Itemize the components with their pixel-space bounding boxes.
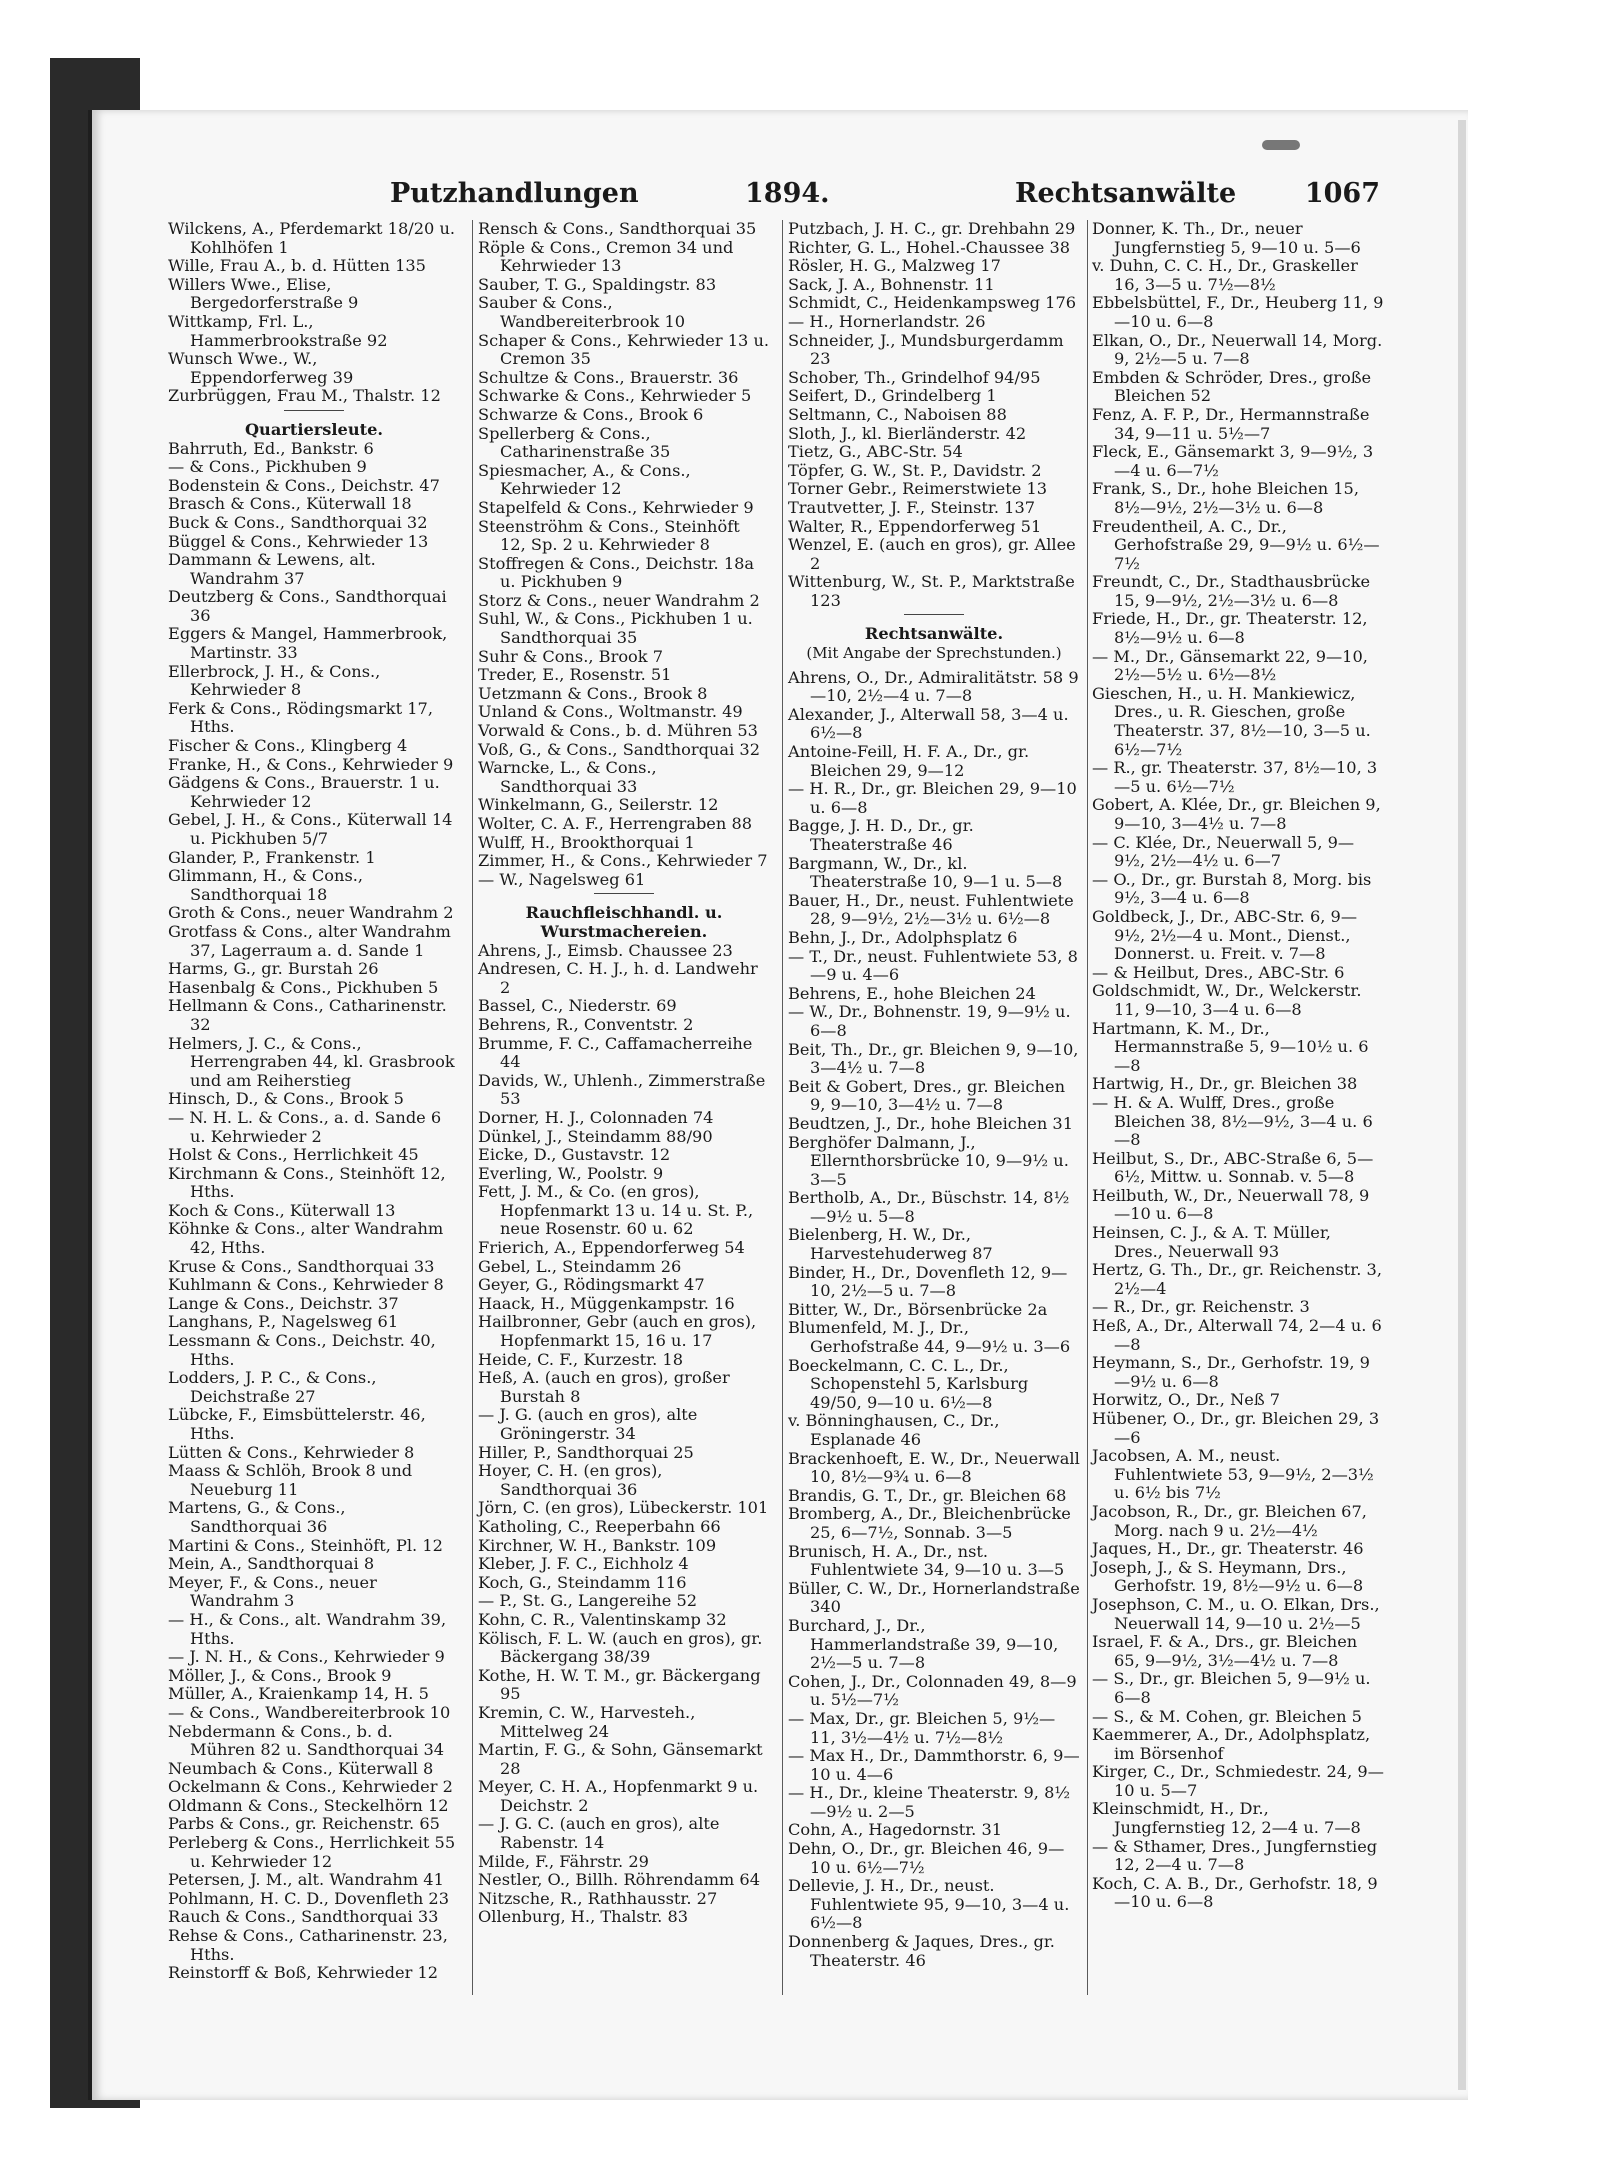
- directory-entry: Glander, P., Frankenstr. 1: [168, 847, 376, 867]
- directory-entry: Burchard, J., Dr., Hammerlandstraße 39, 9—10, 2½—5 u. 7—8: [788, 1615, 1059, 1673]
- directory-entry: Reinstorff & Boß, Kehrwieder 12: [168, 1963, 439, 1983]
- directory-entry: Dellevie, J. H., Dr., neust. Fuhlentwiete 95, 9—10, 3—4 u. 6½—8: [788, 1876, 1070, 1933]
- directory-entry: Kremin, C. W., Harvesteh., Mittelweg 24: [478, 1702, 696, 1741]
- directory-entry: Willers Wwe., Elise, Bergedorferstraße 9: [168, 274, 359, 313]
- directory-entry: Brumme, F. C., Caffamacherreihe 44: [478, 1033, 753, 1072]
- directory-entry: — W., Nagelsweg 61: [478, 869, 646, 889]
- directory-entry: Goldschmidt, W., Dr., Welckerstr. 11, 9—10, 3—4 u. 6—8: [1092, 981, 1362, 1019]
- directory-entry: Joseph, J., & S. Heymann, Drs., Gerhofstr. 19, 8½—9½ u. 6—8: [1092, 1557, 1364, 1596]
- directory-entry: Bargmann, W., Dr., kl. Theaterstraße 10, 9—1 u. 5—8: [788, 853, 1063, 892]
- directory-entry: Perleberg & Cons., Herrlichkeit 55 u. Kehrwieder 12: [168, 1833, 456, 1871]
- directory-entry: Ahrens, O., Dr., Admiralitätstr. 58 9—10, 2½—4 u. 7—8: [788, 667, 1079, 706]
- section-heading: Rechtsanwälte.: [864, 624, 1004, 644]
- directory-entry: Deutzberg & Cons., Sandthorquai 36: [168, 587, 447, 625]
- directory-entry: Wittenburg, W., St. P., Marktstraße 123: [788, 572, 1075, 610]
- directory-entry: — M., Dr., Gänsemarkt 22, 9—10, 2½—5½ u. 6½—8½: [1092, 646, 1368, 685]
- directory-entry: — & Cons., Wandbereiterbrook 10: [168, 1702, 451, 1722]
- directory-entry: Glimmann, H., & Cons., Sandthorquai 18: [168, 866, 364, 904]
- directory-entry: Büggel & Cons., Kehrwieder 13: [168, 531, 429, 551]
- directory-entry: Schwarze & Cons., Brook 6: [478, 404, 704, 424]
- directory-entry: — R., gr. Theaterstr. 37, 8½—10, 3—5 u. 6½—7½: [1092, 758, 1378, 796]
- directory-entry: Behrens, R., Conventstr. 2: [478, 1014, 694, 1034]
- directory-entry: Voß, G., & Cons., Sandthorquai 32: [478, 739, 760, 759]
- directory-entry: Kuhlmann & Cons., Kehrwieder 8: [168, 1275, 444, 1295]
- directory-entry: — P., St. G., Langereihe 52: [478, 1591, 698, 1611]
- directory-entry: Meyer, F., & Cons., neuer Wandrahm 3: [168, 1572, 377, 1611]
- directory-entry: Bodenstein & Cons., Deichstr. 47: [168, 475, 440, 495]
- directory-entry: Dammann & Lewens, alt. Wandrahm 37: [168, 550, 376, 588]
- directory-entry: Haack, H., Müggenkampstr. 16: [478, 1293, 735, 1313]
- directory-entry: Schaper & Cons., Kehrwieder 13 u. Cremon 35: [478, 330, 770, 369]
- directory-entry: — C. Klée, Dr., Neuerwall 5, 9—9½, 2½—4½ u. 6—7: [1092, 832, 1355, 871]
- directory-entry: — & Heilbut, Dres., ABC-Str. 6: [1092, 962, 1345, 982]
- directory-entry: Beudtzen, J., Dr., hohe Bleichen 31: [788, 1113, 1074, 1133]
- directory-entry: v. Bönninghausen, C., Dr., Esplanade 46: [788, 1411, 1000, 1449]
- section-separator: [594, 893, 654, 894]
- directory-entry: Jaques, H., Dr., gr. Theaterstr. 46: [1092, 1539, 1364, 1559]
- directory-entry: Freudentheil, A. C., Dr., Gerhofstraße 29, 9—9½ u. 6½—7½: [1092, 516, 1380, 573]
- entry-list: [478, 942, 770, 1927]
- directory-entry: Lodders, J. P. C., & Cons., Deichstraße 27: [168, 1368, 377, 1406]
- directory-entry: Wittkamp, Frl. L., Hammerbrookstraße 92: [168, 311, 388, 350]
- directory-entry: Gebel, L., Steindamm 26: [478, 1256, 682, 1276]
- directory-entry: Warncke, L., & Cons., Sandthorquai 33: [478, 758, 657, 796]
- header-left-title: Putzhandlungen: [390, 178, 639, 209]
- directory-entry: Bertholb, A., Dr., Büschstr. 14, 8½—9½ u. 5—8: [788, 1188, 1070, 1226]
- directory-entry: Lütten & Cons., Kehrwieder 8: [168, 1442, 415, 1462]
- directory-entry: Brunisch, H. A., Dr., nst. Fuhlentwiete 34, 9—10 u. 3—5: [788, 1541, 1065, 1580]
- directory-entry: Schwarke & Cons., Kehrwieder 5: [478, 386, 752, 406]
- column-divider: [782, 220, 783, 1995]
- directory-entry: — S., Dr., gr. Bleichen 5, 9—9½ u. 6—8: [1092, 1669, 1371, 1707]
- column-divider: [1087, 220, 1088, 1995]
- directory-entry: Gieschen, H., u. H. Mankiewicz, Dres., u. R. Gieschen, große Theaterstr. 37, 8½—10, 3—5 u. 6½—7½: [1092, 683, 1371, 759]
- directory-entry: Putzbach, J. H. C., gr. Drehbahn 29: [788, 219, 1076, 238]
- directory-entry: Vorwald & Cons., b. d. Mühren 53: [478, 721, 758, 741]
- directory-entry: Oldmann & Cons., Steckelhörn 12: [168, 1795, 449, 1815]
- directory-entry: Heinsen, C. J., & A. T. Müller, Dres., Neuerwall 93: [1092, 1223, 1331, 1261]
- directory-entry: Nestler, O., Billh. Röhrendamm 64: [478, 1870, 761, 1890]
- directory-entry: Büller, C. W., Dr., Hornerlandstraße 340: [788, 1578, 1080, 1617]
- directory-entry: Röple & Cons., Cremon 34 und Kehrwieder 13: [478, 237, 734, 276]
- directory-entry: Franke, H., & Cons., Kehrwieder 9: [168, 754, 454, 774]
- directory-entry: Dünkel, J., Steindamm 88/90: [478, 1126, 713, 1146]
- directory-entry: Beit & Gobert, Dres., gr. Bleichen 9, 9—10, 3—4½ u. 7—8: [788, 1076, 1065, 1115]
- directory-entry: Elkan, O., Dr., Neuerwall 14, Morg. 9, 2½—5 u. 7—8: [1092, 330, 1383, 369]
- directory-entry: Buck & Cons., Sandthorquai 32: [168, 512, 428, 532]
- directory-entry: Hertz, G. Th., Dr., gr. Reichenstr. 3, 2½—4: [1092, 1260, 1382, 1298]
- directory-entry: Dorner, H. J., Colonnaden 74: [478, 1107, 714, 1127]
- directory-entry: Lübcke, F., Eimsbüttelerstr. 46, Hths.: [168, 1405, 426, 1443]
- directory-entry: Hübener, O., Dr., gr. Bleichen 29, 3—6: [1092, 1409, 1380, 1447]
- directory-entry: Möller, J., & Cons., Brook 9: [168, 1665, 392, 1685]
- directory-entry: Ellerbrock, J. H., & Cons., Kehrwieder 8: [168, 661, 381, 700]
- directory-entry: Bassel, C., Niederstr. 69: [478, 996, 677, 1016]
- directory-entry: Brandis, G. T., Dr., gr. Bleichen 68: [788, 1485, 1067, 1505]
- directory-entry: Kirchner, W. H., Bankstr. 109: [478, 1535, 717, 1555]
- directory-entry: Nitzsche, R., Rathhausstr. 27: [478, 1888, 718, 1908]
- directory-entry: Behn, J., Dr., Adolphsplatz 6: [788, 927, 1018, 947]
- directory-entry: — Max, Dr., gr. Bleichen 5, 9½—11, 3½—4½ u. 7½—8½: [788, 1708, 1056, 1747]
- entry-list: [788, 669, 1080, 1971]
- directory-entry: Wille, Frau A., b. d. Hütten 135: [168, 256, 426, 276]
- header-year: 1894.: [745, 178, 830, 209]
- directory-entry: — Max H., Dr., Dammthorstr. 6, 9—10 u. 4—6: [788, 1746, 1080, 1784]
- directory-entry: Heide, C. F., Kurzestr. 18: [478, 1349, 684, 1369]
- directory-entry: Katholing, C., Reeperbahn 66: [478, 1516, 721, 1536]
- directory-entry: — R., Dr., gr. Reichenstr. 3: [1092, 1297, 1310, 1317]
- directory-entry: — H. & A. Wulff, Dres., große Bleichen 38, 8½—9½, 3—4 u. 6—8: [1092, 1092, 1373, 1150]
- directory-entry: Kirger, C., Dr., Schmiedestr. 24, 9—10 u. 5—7: [1092, 1762, 1384, 1800]
- directory-entry: Ollenburg, H., Thalstr. 83: [478, 1907, 689, 1927]
- directory-entry: Koch, G., Steindamm 116: [478, 1572, 687, 1592]
- directory-entry: Lange & Cons., Deichstr. 37: [168, 1293, 399, 1313]
- section-heading: Rauchfleischhandl. u. Wurstmachereien.: [525, 903, 723, 941]
- directory-entry: Zimmer, H., & Cons., Kehrwieder 7: [478, 851, 768, 871]
- directory-entry: Behrens, E., hohe Bleichen 24: [788, 983, 1036, 1003]
- directory-entry: Jacobsen, A. M., neust. Fuhlentwiete 53, 9—9½, 2—3½ u. 6½ bis 7½: [1092, 1446, 1374, 1503]
- entry-list: [168, 440, 460, 1983]
- directory-entry: v. Duhn, C. C. H., Dr., Graskeller 16, 3—5 u. 7½—8½: [1092, 256, 1358, 294]
- directory-entry: Jörn, C. (en gros), Lübeckerstr. 101: [478, 1498, 769, 1518]
- column-1: [168, 220, 460, 1983]
- directory-entry: Rensch & Cons., Sandthorquai 35: [478, 219, 757, 238]
- directory-entry: Wenzel, E. (auch en gros), gr. Allee 2: [788, 535, 1076, 573]
- directory-entry: Lessmann & Cons., Deichstr. 40, Hths.: [168, 1331, 436, 1369]
- ink-mark: [1262, 140, 1300, 150]
- directory-entry: Israel, F. & A., Drs., gr. Bleichen 65, 9—9½, 3½—4½ u. 7—8: [1092, 1632, 1358, 1670]
- column-2: [478, 220, 770, 1927]
- directory-entry: Donner, K. Th., Dr., neuer Jungfernstieg 5, 9—10 u. 5—6: [1092, 219, 1361, 257]
- directory-entry: Köhnke & Cons., alter Wandrahm 42, Hths.: [168, 1219, 444, 1258]
- directory-entry: Wolter, C. A. F., Herrengraben 88: [478, 814, 753, 833]
- section-separator: [904, 614, 964, 615]
- directory-entry: Kölisch, F. L. W. (auch en gros), gr. Bäckergang 38/39: [478, 1628, 763, 1667]
- directory-entry: — S., & M. Cohen, gr. Bleichen 5: [1092, 1706, 1362, 1726]
- directory-entry: Kleinschmidt, H., Dr., Jungfernstieg 12, 2—4 u. 7—8: [1092, 1799, 1361, 1838]
- page-number: 1067: [1304, 178, 1380, 209]
- directory-entry: Storz & Cons., neuer Wandrahm 2: [478, 590, 760, 610]
- directory-entry: Suhr & Cons., Brook 7: [478, 646, 664, 666]
- directory-entry: Müller, A., Kraienkamp 14, H. 5: [168, 1684, 429, 1704]
- directory-entry: Stoffregen & Cons., Deichstr. 18a u. Pickhuben 9: [478, 553, 755, 592]
- directory-entry: Fenz, A. F. P., Dr., Hermannstraße 34, 9—11 u. 5½—7: [1092, 404, 1370, 443]
- directory-entry: Berghöfer Dalmann, J., Ellernthorsbrücke 10, 9—9½ u. 3—5: [788, 1132, 1069, 1189]
- directory-entry: Suhl, W., & Cons., Pickhuben 1 u. Sandthorquai 35: [478, 609, 753, 648]
- directory-entry: — & Cons., Pickhuben 9: [168, 457, 367, 477]
- directory-entry: — H., & Cons., alt. Wandrahm 39, Hths.: [168, 1609, 447, 1648]
- directory-entry: Rauch & Cons., Sandthorquai 33: [168, 1907, 439, 1927]
- directory-entry: — J. N. H., & Cons., Kehrwieder 9: [168, 1647, 445, 1667]
- directory-entry: Gädgens & Cons., Brauerstr. 1 u. Kehrwieder 12: [168, 773, 440, 811]
- directory-entry: Hartwig, H., Dr., gr. Bleichen 38: [1092, 1074, 1358, 1094]
- directory-entry: Heymann, S., Dr., Gerhofstr. 19, 9—9½ u. 6—8: [1092, 1353, 1370, 1391]
- directory-entry: Heilbuth, W., Dr., Neuerwall 78, 9—10 u. 6—8: [1092, 1185, 1370, 1224]
- directory-entry: Helmers, J. C., & Cons., Herrengraben 44, kl. Grasbrook und am Reiherstieg: [168, 1033, 455, 1090]
- page-edge: [1458, 120, 1466, 2090]
- directory-entry: Seltmann, C., Naboisen 88: [788, 404, 1007, 424]
- directory-entry: Fischer & Cons., Klingberg 4: [168, 736, 408, 756]
- directory-entry: Milde, F., Fährstr. 29: [478, 1851, 649, 1871]
- directory-entry: — O., Dr., gr. Burstah 8, Morg. bis 9½, 3—4 u. 6—8: [1092, 869, 1372, 908]
- directory-entry: Wunsch Wwe., W., Eppendorferweg 39: [168, 349, 354, 387]
- directory-entry: Langhans, P., Nagelsweg 61: [168, 1312, 399, 1332]
- directory-entry: Heß, A. (auch en gros), großer Burstah 8: [478, 1368, 730, 1406]
- directory-entry: Ferk & Cons., Rödingsmarkt 17, Hths.: [168, 698, 433, 737]
- directory-entry: Kruse & Cons., Sandthorquai 33: [168, 1256, 435, 1276]
- directory-entry: — T., Dr., neust. Fuhlentwiete 53, 8—9 u. 4—6: [788, 946, 1078, 985]
- directory-entry: Schultze & Cons., Brauerstr. 36: [478, 367, 739, 387]
- directory-entry: Friede, H., Dr., gr. Theaterstr. 12, 8½—9½ u. 6—8: [1092, 609, 1368, 648]
- directory-entry: Hiller, P., Sandthorquai 25: [478, 1442, 694, 1462]
- directory-entry: Wulff, H., Brookthorquai 1: [478, 832, 695, 852]
- page-header: [165, 172, 1380, 212]
- entry-list: [168, 220, 460, 406]
- directory-entry: Groth & Cons., neuer Wandrahm 2: [168, 903, 454, 923]
- section-heading: Quartiersleute.: [244, 419, 384, 439]
- directory-entry: Davids, W., Uhlenh., Zimmerstraße 53: [478, 1070, 766, 1109]
- directory-entry: Richter, G. L., Hohel.-Chaussee 38: [788, 237, 1071, 257]
- directory-entry: Ebbelsbüttel, F., Dr., Heuberg 11, 9—10 u. 6—8: [1092, 293, 1384, 331]
- directory-entry: Gebel, J. H., & Cons., Küterwall 14 u. Pickhuben 5/7: [168, 810, 453, 848]
- directory-entry: Holst & Cons., Herrlichkeit 45: [168, 1145, 419, 1165]
- directory-entry: Steenströhm & Cons., Steinhöft 12, Sp. 2 u. Kehrwieder 8: [478, 516, 740, 555]
- directory-entry: Hellmann & Cons., Catharinenstr. 32: [168, 996, 447, 1034]
- directory-entry: Rösler, H. G., Malzweg 17: [788, 256, 1001, 276]
- directory-entry: Mein, A., Sandthorquai 8: [168, 1554, 375, 1574]
- directory-entry: Töpfer, G. W., St. P., Davidstr. 2: [788, 460, 1042, 480]
- directory-entry: Walter, R., Eppendorferweg 51: [788, 516, 1042, 536]
- directory-entry: Schmidt, C., Heidenkampsweg 176: [788, 293, 1077, 313]
- column-divider: [472, 220, 473, 1995]
- directory-entry: Hartmann, K. M., Dr., Hermannstraße 5, 9—10½ u. 6—8: [1092, 1018, 1369, 1075]
- directory-entry: Boeckelmann, C. C. L., Dr., Schopenstehl 5, Karlsburg 49/50, 9—10 u. 6½—8: [788, 1355, 1029, 1412]
- directory-entry: Eicke, D., Gustavstr. 12: [478, 1145, 671, 1165]
- directory-entry: Geyer, G., Rödingsmarkt 47: [478, 1275, 705, 1295]
- entry-list: [788, 220, 1080, 610]
- directory-entry: Unland & Cons., Woltmanstr. 49: [478, 702, 743, 722]
- directory-entry: Martens, G., & Cons., Sandthorquai 36: [168, 1498, 346, 1536]
- directory-entry: Hinsch, D., & Cons., Brook 5: [168, 1089, 404, 1109]
- directory-entry: Parbs & Cons., gr. Reichenstr. 65: [168, 1814, 440, 1834]
- directory-entry: Trautvetter, J. F., Steinstr. 137: [788, 497, 1036, 517]
- directory-entry: — H., Hornerlandstr. 26: [788, 311, 986, 331]
- directory-entry: Fett, J. M., & Co. (en gros), Hopfenmarkt 13 u. 14 u. St. P., neue Rosenstr. 60 u. 62: [478, 1182, 754, 1239]
- directory-entry: Ahrens, J., Eimsb. Chaussee 23: [478, 940, 733, 960]
- directory-entry: Meyer, C. H. A., Hopfenmarkt 9 u. Deichstr. 2: [478, 1777, 759, 1815]
- directory-entry: — W., Dr., Bohnenstr. 19, 9—9½ u. 6—8: [788, 1002, 1071, 1040]
- directory-entry: Treder, E., Rosenstr. 51: [478, 665, 672, 685]
- directory-entry: Frank, S., Dr., hohe Bleichen 15, 8½—9½, 2½—3½ u. 6—8: [1092, 479, 1360, 517]
- directory-entry: Bahrruth, Ed., Bankstr. 6: [168, 438, 374, 458]
- directory-entry: Sack, J. A., Bohnenstr. 11: [788, 274, 995, 294]
- directory-entry: Sloth, J., kl. Bierländerstr. 42: [788, 423, 1027, 443]
- directory-entry: Wilckens, A., Pferdemarkt 18/20 u. Kohlhöfen 1: [168, 219, 456, 257]
- directory-entry: — & Sthamer, Dres., Jungfernstieg 12, 2—4 u. 7—8: [1092, 1836, 1378, 1875]
- directory-entry: Grotfass & Cons., alter Wandrahm 37, Lagerraum a. d. Sande 1: [168, 921, 451, 960]
- directory-entry: Neumbach & Cons., Küterwall 8: [168, 1758, 434, 1778]
- directory-entry: Everling, W., Poolstr. 9: [478, 1163, 664, 1183]
- directory-entry: Bromberg, A., Dr., Bleichenbrücke 25, 6—7½, Sonnab. 3—5: [788, 1504, 1071, 1542]
- directory-entry: Blumenfeld, M. J., Dr., Gerhofstraße 44, 9—9½ u. 3—6: [788, 1318, 1071, 1357]
- section-subheading: (Mit Angabe der Sprechstunden.): [806, 644, 1062, 663]
- directory-entry: — H. R., Dr., gr. Bleichen 29, 9—10 u. 6—8: [788, 779, 1077, 817]
- directory-entry: Binder, H., Dr., Dovenfleth 12, 9—10, 2½—5 u. 7—8: [788, 1262, 1068, 1301]
- directory-entry: — H., Dr., kleine Theaterstr. 9, 8½—9½ u. 2—5: [788, 1783, 1071, 1821]
- directory-entry: Horwitz, O., Dr., Neß 7: [1092, 1390, 1281, 1410]
- directory-entry: Hasenbalg & Cons., Pickhuben 5: [168, 977, 439, 997]
- directory-entry: Tietz, G., ABC-Str. 54: [788, 442, 963, 462]
- directory-entry: Maass & Schlöh, Brook 8 und Neueburg 11: [168, 1461, 413, 1499]
- directory-entry: Alexander, J., Alterwall 58, 3—4 u. 6½—8: [788, 704, 1069, 743]
- directory-entry: Gobert, A. Klée, Dr., gr. Bleichen 9, 9—10, 3—4½ u. 7—8: [1092, 795, 1381, 833]
- directory-entry: Spellerberg & Cons., Catharinenstraße 35: [478, 423, 671, 462]
- directory-entry: Uetzmann & Cons., Brook 8: [478, 683, 708, 703]
- directory-entry: — J. G. C. (auch en gros), alte Rabenstr. 14: [478, 1814, 720, 1853]
- directory-entry: Winkelmann, G., Seilerstr. 12: [478, 795, 719, 815]
- directory-entry: — J. G. (auch en gros), alte Gröningerstr. 34: [478, 1405, 698, 1443]
- directory-entry: Petersen, J. M., alt. Wandrahm 41: [168, 1870, 444, 1890]
- column-4: [1092, 220, 1384, 1912]
- directory-entry: Sauber, T. G., Spaldingstr. 83: [478, 274, 717, 294]
- directory-entry: Kohn, C. R., Valentinskamp 32: [478, 1609, 727, 1629]
- directory-entry: Nebdermann & Cons., b. d. Mühren 82 u. Sandthorquai 34: [168, 1721, 445, 1760]
- directory-entry: Koch, C. A. B., Dr., Gerhofstr. 18, 9—10 u. 6—8: [1092, 1873, 1378, 1912]
- directory-entry: Hailbronner, Gebr (auch en gros), Hopfenmarkt 15, 16 u. 17: [478, 1312, 757, 1351]
- directory-entry: Torner Gebr., Reimerstwiete 13: [788, 479, 1048, 499]
- directory-entry: Kleber, J. F. C., Eichholz 4: [478, 1554, 689, 1574]
- directory-entry: Bauer, H., Dr., neust. Fuhlentwiete 28, 9—9½, 2½—3½ u. 6½—8: [788, 890, 1074, 929]
- directory-entry: Kaemmerer, A., Dr., Adolphsplatz, im Börsenhof: [1092, 1725, 1371, 1763]
- directory-entry: Cohn, A., Hagedornstr. 31: [788, 1820, 1003, 1840]
- directory-entry: Bagge, J. H. D., Dr., gr. Theaterstraße 46: [788, 816, 974, 854]
- directory-entry: Goldbeck, J., Dr., ABC-Str. 6, 9—9½, 2½—4 u. Mont., Dienst., Donnerst. u. Freit. v. 7—8: [1092, 906, 1358, 964]
- directory-entry: Bitter, W., Dr., Börsenbrücke 2a: [788, 1299, 1048, 1319]
- directory-entry: Schober, Th., Grindelhof 94/95: [788, 367, 1041, 387]
- directory-entry: Martini & Cons., Steinhöft, Pl. 12: [168, 1535, 443, 1555]
- directory-entry: Donnenberg & Jaques, Dres., gr. Theaterstr. 46: [788, 1932, 1055, 1970]
- directory-entry: Kirchmann & Cons., Steinhöft 12, Hths.: [168, 1163, 446, 1202]
- directory-entry: Beit, Th., Dr., gr. Bleichen 9, 9—10, 3—4½ u. 7—8: [788, 1039, 1079, 1078]
- directory-entry: Stapelfeld & Cons., Kehrwieder 9: [478, 497, 754, 517]
- directory-entry: Eggers & Mangel, Hammerbrook, Martinstr. 33: [168, 624, 448, 663]
- directory-entry: Pohlmann, H. C. D., Dovenfleth 23: [168, 1888, 449, 1908]
- directory-entry: Brackenhoeft, E. W., Dr., Neuerwall 10, 8½—9¾ u. 6—8: [788, 1448, 1080, 1487]
- directory-entry: Bielenberg, H. W., Dr., Harvestehuderweg 87: [788, 1225, 993, 1264]
- directory-entry: Embden & Schröder, Dres., große Bleichen 52: [1092, 367, 1372, 406]
- directory-entry: Zurbrüggen, Frau M., Thalstr. 12: [168, 386, 441, 406]
- section-separator: [284, 410, 344, 411]
- directory-entry: Heß, A., Dr., Alterwall 74, 2—4 u. 6—8: [1092, 1316, 1382, 1354]
- directory-entry: Freundt, C., Dr., Stadthausbrücke 15, 9—9½, 2½—3½ u. 6—8: [1092, 572, 1371, 610]
- directory-entry: Hoyer, C. H. (en gros), Sandthorquai 36: [478, 1461, 663, 1499]
- directory-entry: Koch & Cons., Küterwall 13: [168, 1200, 396, 1220]
- directory-entry: Schneider, J., Mundsburgerdamm 23: [788, 330, 1064, 369]
- header-right-title: Rechtsanwälte: [1015, 178, 1237, 209]
- directory-entry: Martin, F. G., & Sohn, Gänsemarkt 28: [478, 1740, 763, 1778]
- directory-entry: Ockelmann & Cons., Kehrwieder 2: [168, 1777, 453, 1797]
- entry-list: [478, 220, 770, 889]
- directory-entry: Jacobson, R., Dr., gr. Bleichen 67, Morg. nach 9 u. 2½—4½: [1092, 1501, 1367, 1540]
- column-3: [788, 220, 1080, 1970]
- directory-entry: Frierich, A., Eppendorferweg 54: [478, 1238, 745, 1258]
- directory-entry: Rehse & Cons., Catharinenstr. 23, Hths.: [168, 1926, 448, 1964]
- directory-entry: Heilbut, S., Dr., ABC-Straße 6, 5—6½, Mittw. u. Sonnab. v. 5—8: [1092, 1148, 1374, 1187]
- directory-entry: — N. H. L. & Cons., a. d. Sande 6 u. Kehrwieder 2: [168, 1107, 442, 1146]
- directory-entry: Spiesmacher, A., & Cons., Kehrwieder 12: [478, 460, 691, 499]
- directory-entry: Harms, G., gr. Burstah 26: [168, 959, 379, 979]
- directory-entry: Kothe, H. W. T. M., gr. Bäckergang 95: [478, 1665, 761, 1704]
- directory-entry: Josephson, C. M., u. O. Elkan, Drs., Neuerwall 14, 9—10 u. 2½—5: [1092, 1594, 1380, 1633]
- directory-entry: Andresen, C. H. J., h. d. Landwehr 2: [478, 959, 758, 997]
- directory-entry: Sauber & Cons., Wandbereiterbrook 10: [478, 293, 686, 331]
- directory-entry: Dehn, O., Dr., gr. Bleichen 46, 9—10 u. 6½—7½: [788, 1839, 1065, 1877]
- directory-entry: Antoine-Feill, H. F. A., Dr., gr. Bleichen 29, 9—12: [788, 742, 1030, 780]
- directory-entry: Fleck, E., Gänsemarkt 3, 9—9½, 3—4 u. 6—7½: [1092, 442, 1374, 480]
- directory-entry: Cohen, J., Dr., Colonnaden 49, 8—9 u. 5½—7½: [788, 1671, 1077, 1710]
- directory-entry: Seifert, D., Grindelberg 1: [788, 386, 997, 406]
- directory-entry: Brasch & Cons., Küterwall 18: [168, 494, 412, 514]
- entry-list: [1092, 220, 1384, 1912]
